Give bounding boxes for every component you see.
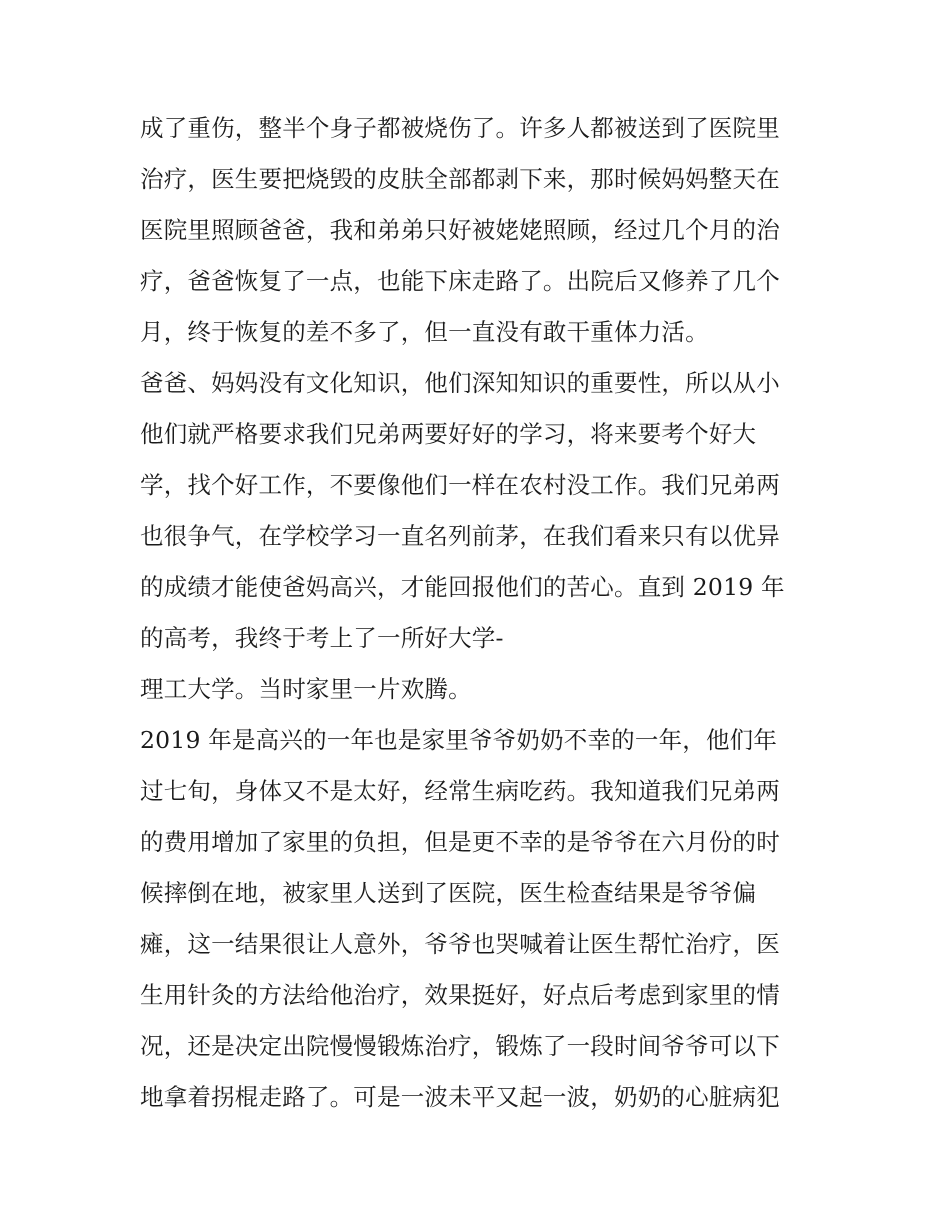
text-line: 成了重伤，整半个身子都被烧伤了。许多人都被送到了医院里 [140,114,780,142]
text-line: 学，找个好工作，不要像他们一样在农村没工作。我们兄弟两 [140,471,780,499]
text-line: 的成绩才能使爸妈高兴，才能回报他们的苦心。直到 2019 年 [140,573,785,601]
text-line: 候摔倒在地，被家里人送到了医院，医生检查结果是爷爷偏 [140,879,757,907]
text-line: 他们就严格要求我们兄弟两要好好的学习，将来要考个好大 [140,420,757,448]
text-line: 的高考，我终于考上了一所好大学- [140,624,504,652]
text-line: 地拿着拐棍走路了。可是一波未平又起一波，奶奶的心脏病犯 [140,1083,780,1111]
text-line: 2019 年是高兴的一年也是家里爷爷奶奶不幸的一年，他们年 [140,726,778,754]
text-line: 疗，爸爸恢复了一点，也能下床走路了。出院后又修养了几个 [140,267,780,295]
text-line: 瘫，这一结果很让人意外，爷爷也哭喊着让医生帮忙治疗，医 [140,930,780,958]
text-line: 医院里照顾爸爸，我和弟弟只好被姥姥照顾，经过几个月的治 [140,216,780,244]
text-line: 的费用增加了家里的负担，但是更不幸的是爷爷在六月份的时 [140,828,780,856]
text-line: 爸爸、妈妈没有文化知识，他们深知知识的重要性，所以从小 [140,369,780,397]
text-line: 月，终于恢复的差不多了，但一直没有敢干重体力活。 [140,318,709,346]
text-line: 也很争气，在学校学习一直名列前茅，在我们看来只有以优异 [140,522,780,550]
text-line: 况，还是决定出院慢慢锻炼治疗，锻炼了一段时间爷爷可以下 [140,1032,780,1060]
text-line: 治疗，医生要把烧毁的皮肤全部都剥下来，那时候妈妈整天在 [140,165,780,193]
text-line: 过七旬，身体又不是太好，经常生病吃药。我知道我们兄弟两 [140,777,780,805]
body-text [140,103,820,1123]
text-line: 生用针灸的方法给他治疗，效果挺好，好点后考虑到家里的情 [140,981,780,1009]
text-line: 理工大学。当时家里一片欢腾。 [140,675,472,703]
